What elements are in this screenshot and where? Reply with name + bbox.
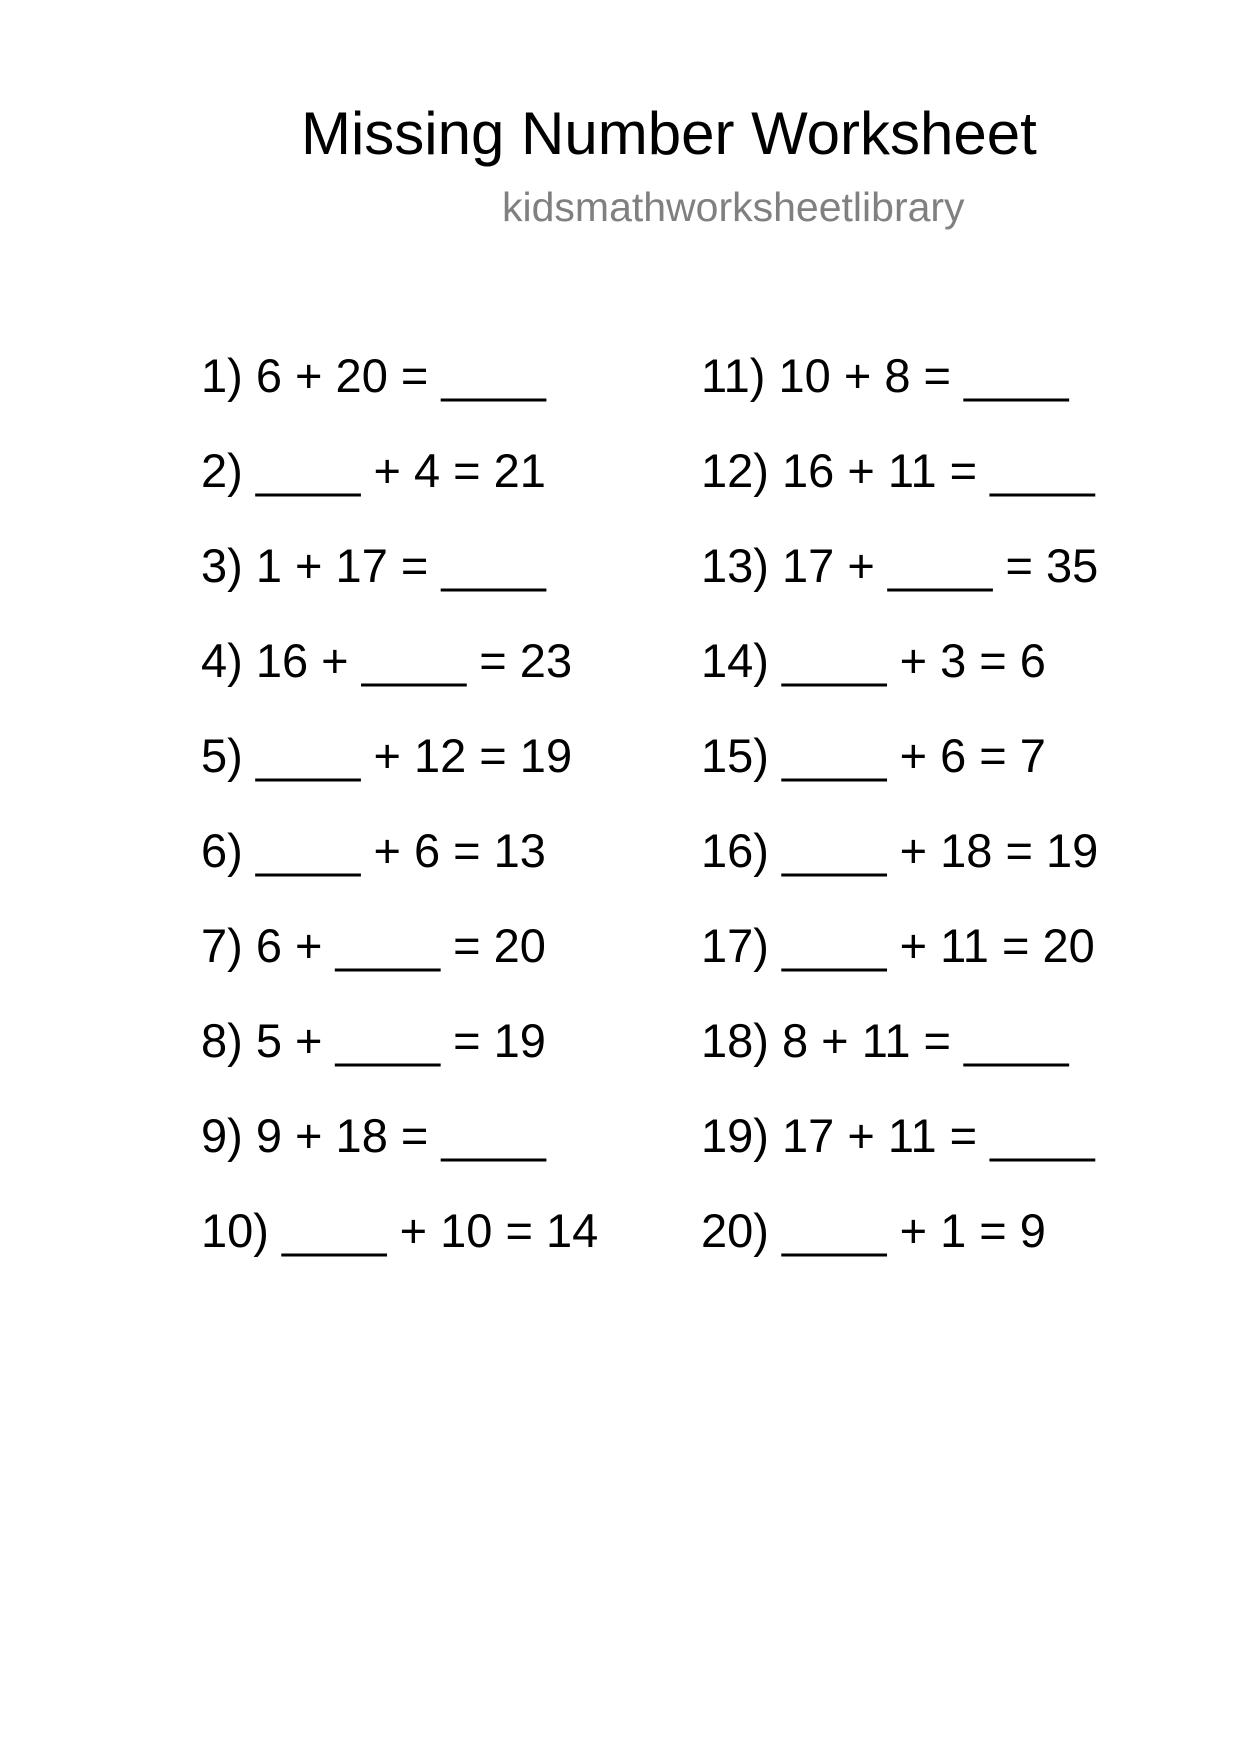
- problem-10: 10) ____ + 10 = 14: [201, 1204, 599, 1257]
- problem-18: 18) 8 + 11 = ____: [701, 1014, 1069, 1067]
- problem-12: 12) 16 + 11 = ____: [701, 444, 1095, 497]
- worksheet-source-label: kidsmathworksheetlibrary: [502, 184, 965, 230]
- problem-19: 19) 17 + 11 = ____: [701, 1109, 1095, 1162]
- problem-3: 3) 1 + 17 = ____: [201, 539, 546, 592]
- problem-7: 7) 6 + ____ = 20: [201, 919, 546, 972]
- problem-20: 20) ____ + 1 = 9: [701, 1204, 1046, 1257]
- worksheet-title: Missing Number Worksheet: [301, 100, 1037, 167]
- problem-8: 8) 5 + ____ = 19: [201, 1014, 546, 1067]
- problem-9: 9) 9 + 18 = ____: [201, 1109, 546, 1162]
- problem-5: 5) ____ + 12 = 19: [201, 729, 573, 782]
- problem-6: 6) ____ + 6 = 13: [201, 824, 546, 877]
- problem-15: 15) ____ + 6 = 7: [701, 729, 1046, 782]
- problem-14: 14) ____ + 3 = 6: [701, 634, 1046, 687]
- problem-13: 13) 17 + ____ = 35: [701, 539, 1099, 592]
- problem-11: 11) 10 + 8 = ____: [701, 349, 1069, 402]
- problems-column-left: [201, 349, 599, 1302]
- problem-1: 1) 6 + 20 = ____: [201, 349, 546, 402]
- problem-2: 2) ____ + 4 = 21: [201, 444, 546, 497]
- problems-column-right: [701, 349, 1099, 1302]
- problem-4: 4) 16 + ____ = 23: [201, 634, 573, 687]
- problem-16: 16) ____ + 18 = 19: [701, 824, 1099, 877]
- problem-17: 17) ____ + 11 = 20: [701, 919, 1095, 972]
